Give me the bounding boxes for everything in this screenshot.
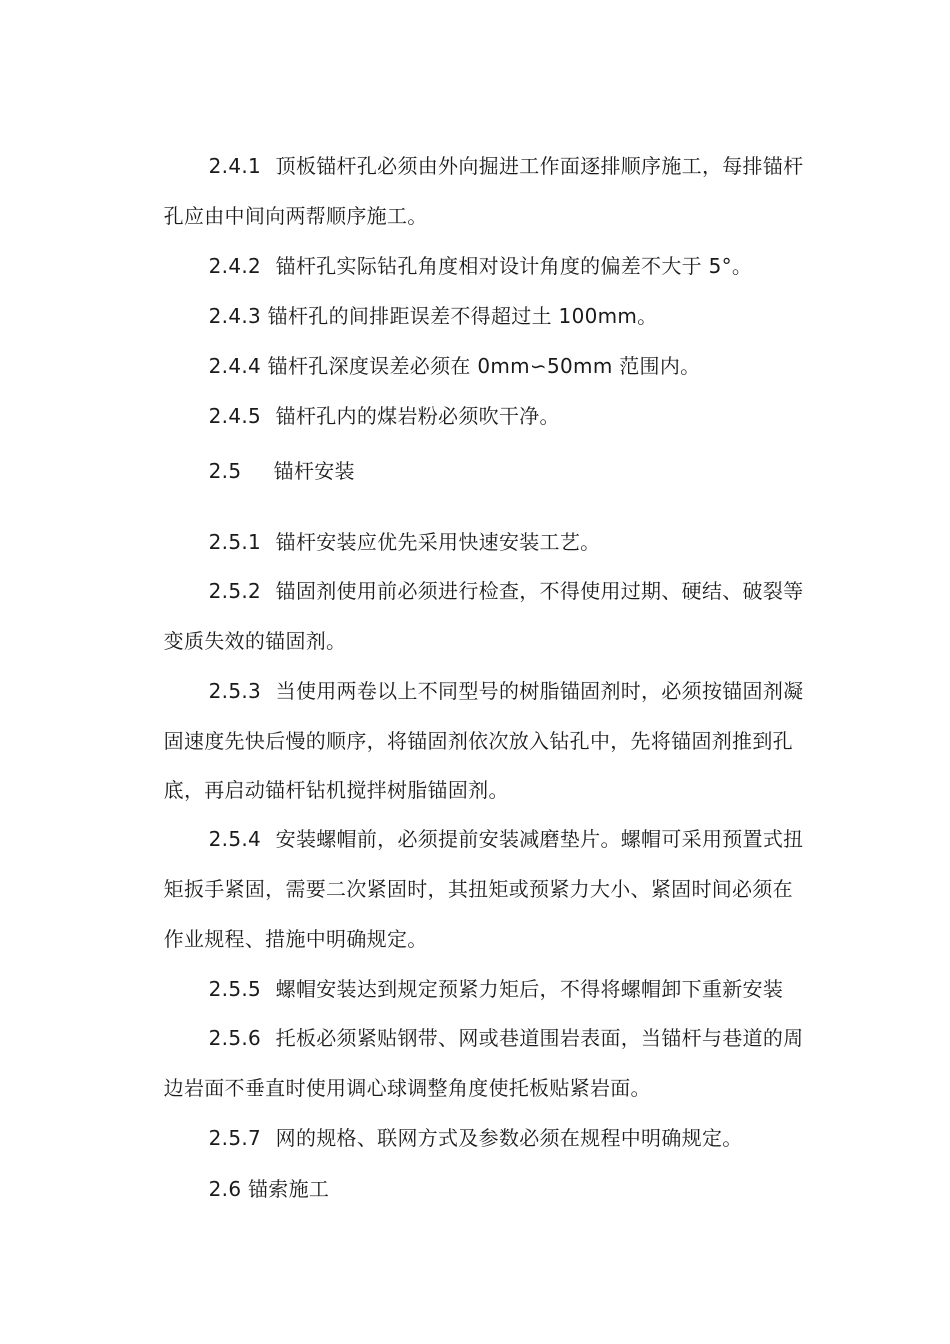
- section-number: 2.4.2: [208, 254, 262, 278]
- paragraph-text: 锚杆安装应优先采用快速安装工艺。: [275, 530, 601, 554]
- section-number: 2.4.1: [208, 154, 262, 178]
- section-number: 2.5.1: [208, 530, 262, 554]
- section-heading-2-5: [182, 432, 355, 510]
- section-number: 2.5.5: [208, 977, 262, 1001]
- paragraph-text: 矩扳手紧固，需要二次紧固时，其扭矩或预紧力大小、紧固时间必须在: [163, 877, 793, 901]
- paragraph-text: 网的规格、联网方式及参数必须在规程中明确规定。: [275, 1126, 743, 1150]
- paragraph-text: 螺帽安装达到规定预紧力矩后，不得将螺帽卸下重新安装: [275, 977, 784, 1001]
- paragraph-text: 变质失效的锚固剂。: [163, 629, 347, 653]
- paragraph-text: 顶板锚杆孔必须由外向掘进工作面逐排顺序施工，每排锚杆: [275, 154, 804, 178]
- section-title: 2.6 锚索施工: [208, 1177, 330, 1201]
- section-number: 2.4.5: [208, 404, 262, 428]
- section-number: 2.5: [208, 459, 242, 483]
- section-heading-2-6: [182, 1150, 329, 1228]
- section-number: 2.5.7: [208, 1126, 262, 1150]
- paragraph-text: 2.4.4 锚杆孔深度误差必须在 0mm∽50mm 范围内。: [208, 354, 701, 378]
- paragraph-text: 孔应由中间向两帮顺序施工。: [163, 204, 428, 228]
- paragraph-text: 作业规程、措施中明确规定。: [163, 927, 428, 951]
- paragraph-text: 2.4.3 锚杆孔的间排距误差不得超过土 100mm。: [208, 304, 658, 328]
- paragraph-text: 当使用两卷以上不同型号的树脂锚固剂时，必须按锚固剂凝: [275, 679, 804, 703]
- section-number: 2.5.6: [208, 1026, 262, 1050]
- paragraph-text: 锚杆孔内的煤岩粉必须吹干净。: [275, 404, 560, 428]
- paragraph-text: 锚杆孔实际钻孔角度相对设计角度的偏差不大于 5°。: [275, 254, 753, 278]
- paragraph-text: 托板必须紧贴钢带、网或巷道围岩表面，当锚杆与巷道的周: [275, 1026, 804, 1050]
- paragraph-text: 锚固剂使用前必须进行检查，不得使用过期、硬结、破裂等: [275, 579, 804, 603]
- section-number: 2.5.3: [208, 679, 262, 703]
- paragraph-text: 安装螺帽前，必须提前安装减磨垫片。螺帽可采用预置式扭: [275, 827, 804, 851]
- paragraph-text: 固速度先快后慢的顺序，将锚固剂依次放入钻孔中，先将锚固剂推到孔: [163, 729, 793, 753]
- paragraph-text: 底，再启动锚杆钻机搅拌树脂锚固剂。: [163, 778, 509, 802]
- section-title: 锚杆安装: [273, 459, 355, 483]
- section-number: 2.5.2: [208, 579, 262, 603]
- section-number: 2.5.4: [208, 827, 262, 851]
- paragraph-text: 边岩面不垂直时使用调心球调整角度使托板贴紧岩面。: [163, 1076, 651, 1100]
